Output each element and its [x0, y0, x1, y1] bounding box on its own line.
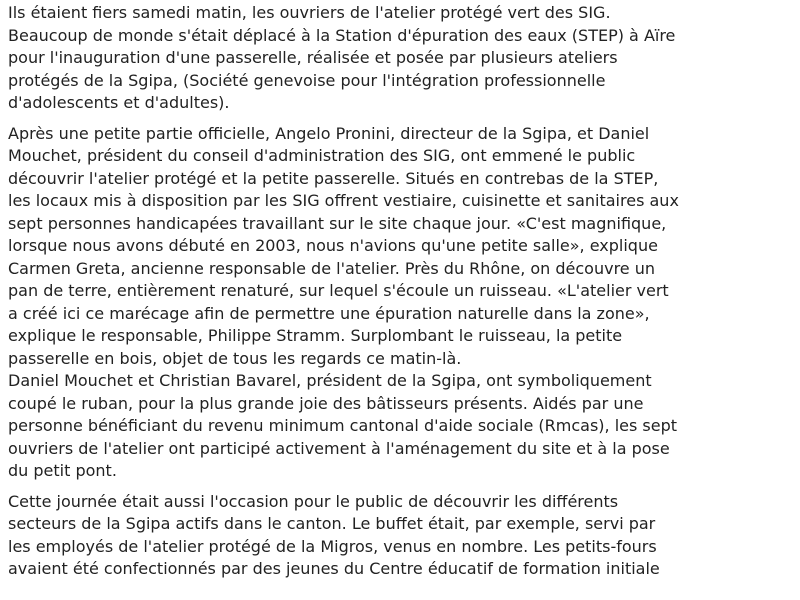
text-line: Cette journée était aussi l'occasion pour le public de découvrir les différents [8, 491, 619, 511]
paragraph-ribbon [8, 370, 788, 483]
text-line: pan de terre, entièrement renaturé, sur lequel s'écoule un ruisseau. «L'atelier vert [8, 281, 669, 300]
text-line: d'adolescents et d'adultes). [8, 93, 230, 112]
text-line: Daniel Mouchet et Christian Bavarel, président de la Sgipa, ont symboliquement [8, 371, 652, 390]
text-line: personne bénéficiant du revenu minimum cantonal d'aide sociale (Rmcas), les sept [8, 416, 678, 435]
text-line: avaient été confectionnés par des jeunes du Centre éducatif de formation initiale [8, 559, 660, 578]
text-line: secteurs de la Sgipa actifs dans le canton. Le buffet était, par exemple, servi par [8, 514, 656, 533]
text-line: a créé ici ce marécage afin de permettre une épuration naturelle dans la zone», [8, 303, 650, 323]
text-line: Mouchet, président du conseil d'administration des SIG, ont emmené le public [8, 146, 636, 165]
text-line: les employés de l'atelier protégé de la Migros, venus en nombre. Les petits-fours [8, 536, 657, 556]
text-line: Beaucoup de monde s'était déplacé à la Station d'épuration des eaux (STEP) à Aïre [8, 25, 676, 45]
text-line: découvrir l'atelier protégé et la petite passerelle. Situés en contrebas de la STEP, [8, 168, 659, 188]
text-line: protégés de la Sgipa, (Société genevoise pour l'intégration professionnelle [8, 70, 606, 90]
text-line: explique le responsable, Philippe Stramm. Surplombant le ruisseau, la petite [8, 326, 623, 345]
text-line: Carmen Greta, ancienne responsable de l'atelier. Près du Rhône, on découvre un [8, 258, 656, 278]
paragraph-visit [8, 123, 788, 371]
text-line: Ils étaient fiers samedi matin, les ouvriers de l'atelier protégé vert des SIG. [8, 3, 611, 22]
paragraph-buffet [8, 491, 788, 581]
text-line: du petit pont. [8, 461, 117, 480]
text-line: Après une petite partie officielle, Angelo Pronini, directeur de la Sgipa, et Daniel [8, 123, 650, 143]
text-line: ouvriers de l'atelier ont participé activement à l'aménagement du site et à la pose [8, 438, 670, 458]
article-body [8, 0, 788, 581]
text-line: sept personnes handicapées travaillant sur le site chaque jour. «C'est magnifique, [8, 213, 667, 233]
text-line: les locaux mis à disposition par les SIG offrent vestiaire, cuisinette et sanitaires aux [8, 191, 679, 210]
text-line: lorsque nous avons débuté en 2003, nous n'avions qu'une petite salle», explique [8, 236, 658, 255]
text-line: passerelle en bois, objet de tous les regards ce matin-là. [8, 348, 462, 368]
text-line: pour l'inauguration d'une passerelle, réalisée et posée par plusieurs ateliers [8, 48, 618, 67]
paragraph-inauguration [8, 2, 788, 115]
text-line: coupé le ruban, pour la plus grande joie des bâtisseurs présents. Aidés par une [8, 393, 644, 413]
